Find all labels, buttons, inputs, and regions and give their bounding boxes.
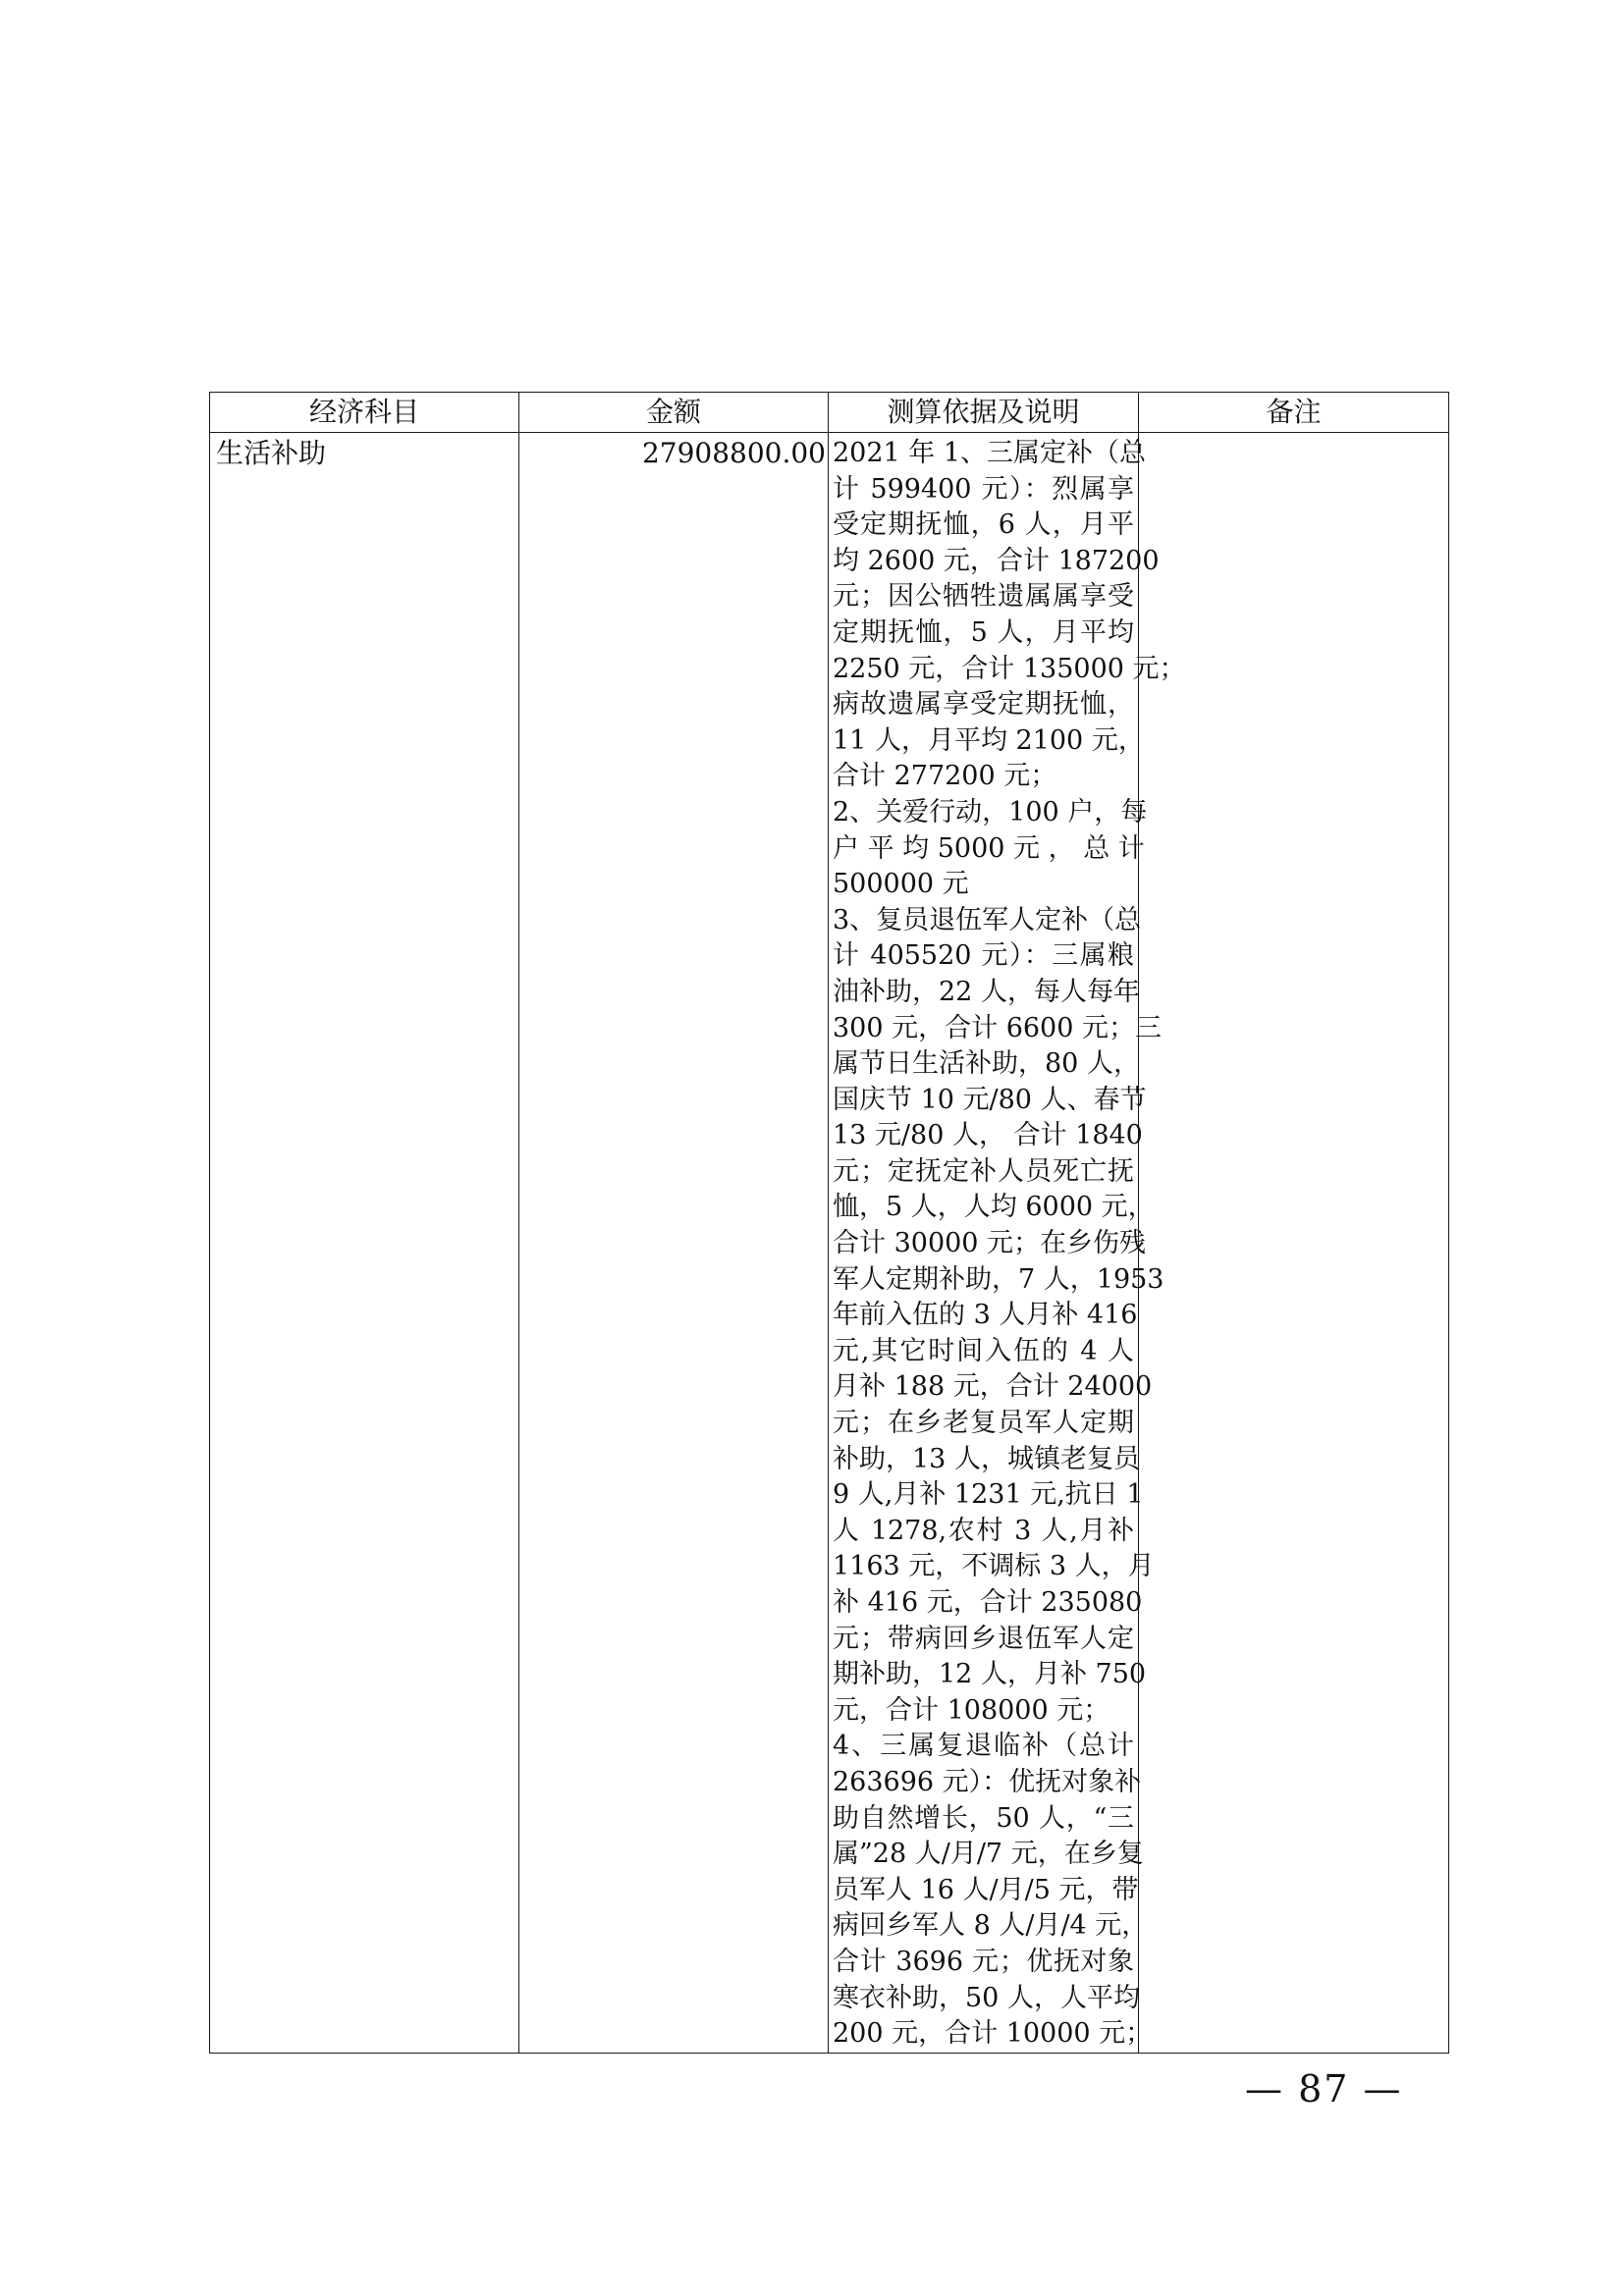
- description-line: 元；定抚定补人员死亡抚: [833, 1155, 1134, 1187]
- description-line: 13 元/80 人， 合计 1840: [833, 1120, 1143, 1151]
- description-line: 助自然增长，50 人，“三: [833, 1802, 1134, 1834]
- description-line: 11 人，月平均 2100 元，: [833, 724, 1145, 756]
- description-line: 计 599400 元）：烈属享: [833, 473, 1134, 505]
- description-line: 定期抚恤，5 人，月平均: [833, 616, 1134, 648]
- description-line: 属”28 人/月/7 元，在乡复: [833, 1839, 1144, 1870]
- description-line: 元；因公牺牲遗属属享受: [833, 581, 1134, 613]
- description-line: 寒衣补助，50 人，人平均: [833, 1982, 1140, 2013]
- description-line: 月补 188 元，合计 24000: [833, 1371, 1153, 1403]
- description-line: 属节日生活补助，80 人，: [833, 1048, 1140, 1080]
- description-line: 均 2600 元，合计 187200: [833, 545, 1160, 576]
- description-line: 300 元，合计 6600 元；三: [833, 1012, 1162, 1043]
- description-line: 4、三属复退临补（总计: [833, 1731, 1134, 1762]
- description-cell: [829, 433, 1186, 2054]
- description-line: 元；带病回乡退伍军人定: [833, 1623, 1134, 1654]
- description-line: 补 416 元，合计 235080: [833, 1587, 1143, 1618]
- description-line: 2021 年 1、三属定补（总: [833, 438, 1147, 468]
- description-line: 计 405520 元）：三属粮: [833, 940, 1134, 972]
- description-text: [833, 436, 1186, 2053]
- description-line: 元；在乡老复员军人定期: [833, 1408, 1134, 1439]
- header-amount: 金额: [519, 393, 829, 433]
- description-line: 2250 元，合计 135000 元；: [833, 653, 1186, 684]
- description-line: 合计 3696 元；优抚对象: [833, 1946, 1134, 1977]
- description-line: 受定期抚恤，6 人，月平: [833, 509, 1134, 541]
- header-remarks: 备注: [1139, 393, 1449, 433]
- description-line: 合计 30000 元；在乡伤残: [833, 1228, 1147, 1259]
- subject-cell: 生活补助: [210, 433, 519, 2054]
- header-economic-subject: 经济科目: [210, 393, 519, 433]
- description-line: 补助，13 人，城镇老复员: [833, 1443, 1140, 1474]
- table-row: [210, 433, 1449, 2054]
- description-line: 2、关爱行动，100 户，每: [833, 796, 1148, 828]
- description-line: 油补助，22 人，每人每年: [833, 976, 1140, 1007]
- description-line: 人 1278,农村 3 人,月补: [833, 1515, 1134, 1546]
- description-line: 年前入伍的 3 人月补 416: [833, 1300, 1138, 1331]
- description-line: 期补助，12 人，月补 750: [833, 1659, 1147, 1690]
- description-line: 国庆节 10 元/80 人、春节: [833, 1084, 1147, 1115]
- description-line: 员军人 16 人/月/5 元，带: [833, 1874, 1139, 1905]
- description-line: 恤，5 人，人均 6000 元，: [833, 1192, 1155, 1223]
- description-line: 263696 元）：优抚对象补: [833, 1766, 1142, 1797]
- description-line: 病回乡军人 8 人/月/4 元，: [833, 1910, 1149, 1942]
- page-number: — 87 —: [1245, 2067, 1403, 2110]
- budget-table: [209, 392, 1449, 2054]
- description-line: 元,其它时间入伍的 4 人: [833, 1335, 1134, 1366]
- description-line: 1163 元，不调标 3 人，月: [833, 1551, 1155, 1582]
- description-line: 合计 277200 元；: [833, 761, 1057, 792]
- description-line: 500000 元: [833, 869, 969, 900]
- description-line: 户 平 均 5000 元 ， 总 计: [833, 832, 1145, 864]
- description-line: 3、复员退伍军人定补（总: [833, 904, 1142, 935]
- header-calculation-basis: 测算依据及说明: [829, 393, 1139, 433]
- description-line: 病故遗属享受定期抚恤，: [833, 689, 1134, 721]
- description-line: 军人定期补助，7 人，1953: [833, 1263, 1164, 1295]
- table-header-row: [210, 393, 1449, 433]
- description-line: 元，合计 108000 元；: [833, 1694, 1110, 1726]
- amount-cell: 27908800.00: [519, 433, 829, 2054]
- description-line: 200 元，合计 10000 元；: [833, 2018, 1153, 2050]
- description-line: 9 人,月补 1231 元,抗日 1: [833, 1479, 1144, 1511]
